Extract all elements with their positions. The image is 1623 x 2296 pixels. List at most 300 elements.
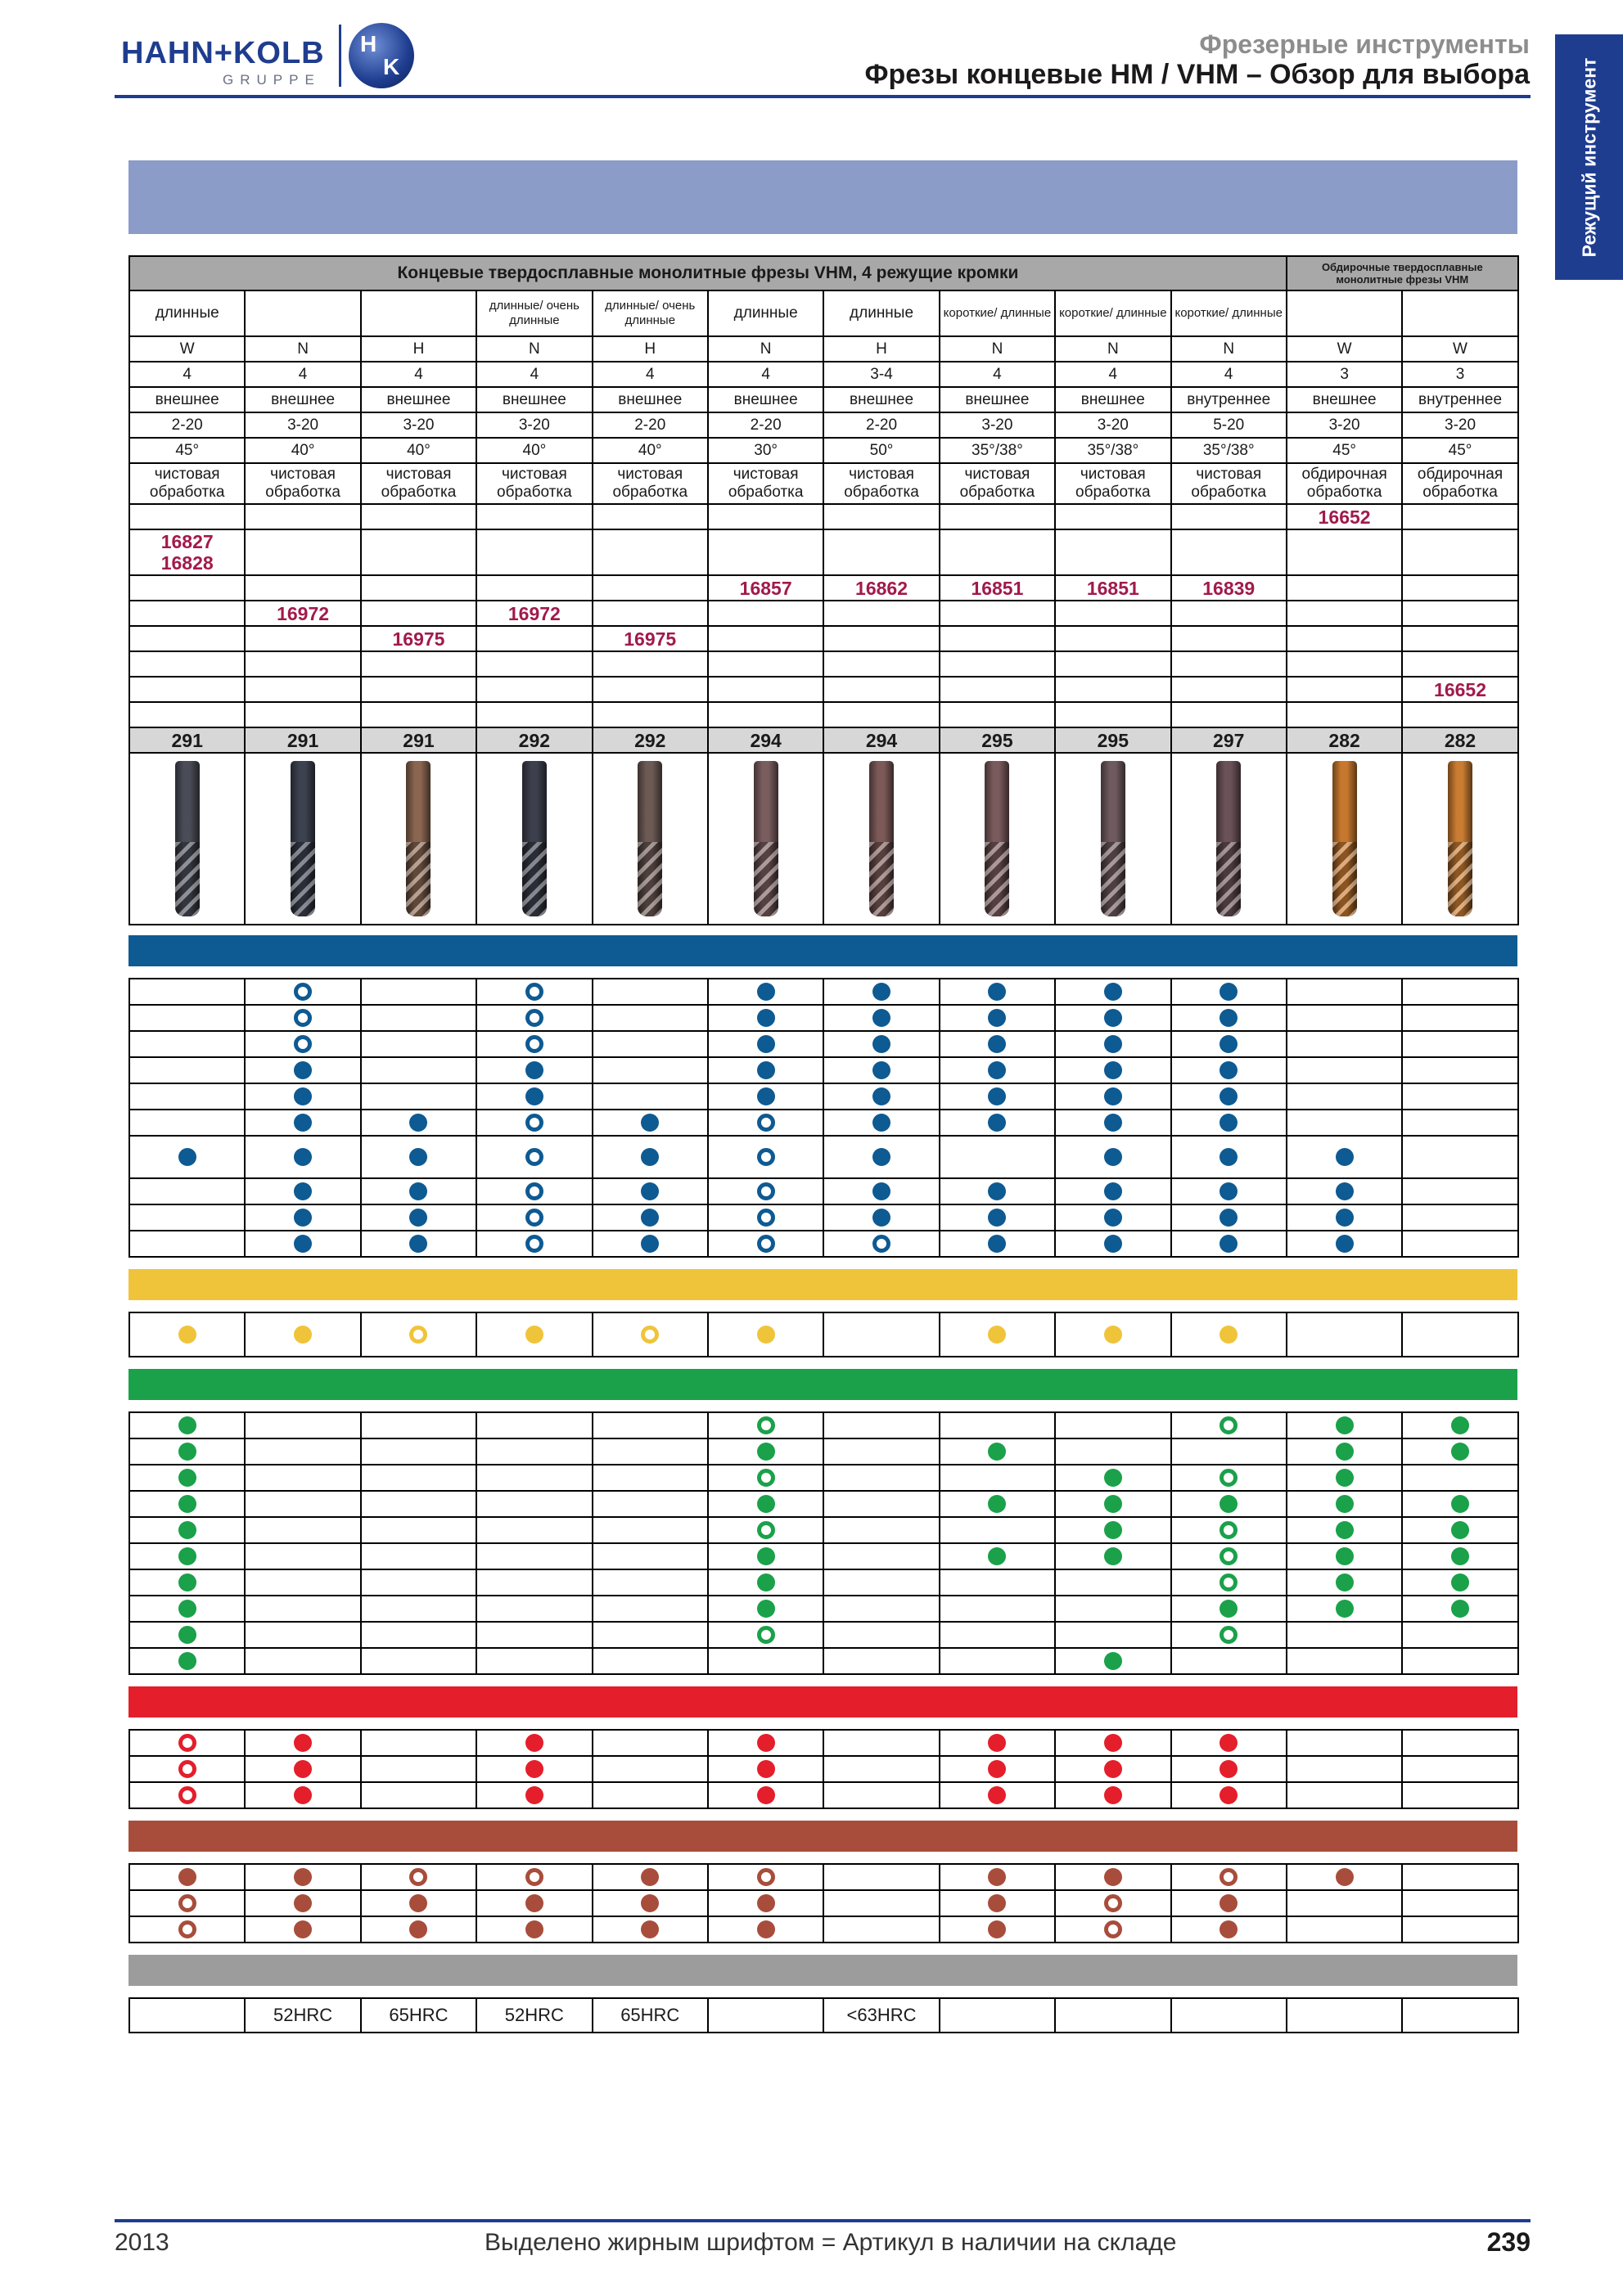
suitability-cell [823, 1890, 939, 1916]
spec-cell: 3-20 [1287, 412, 1402, 438]
suitable-filled-dot-icon [757, 1495, 775, 1513]
suitable-filled-dot-icon [409, 1182, 427, 1200]
suitable-filled-dot-icon [1220, 1734, 1238, 1752]
suitability-cell [1171, 1648, 1287, 1674]
suitability-cell [361, 1204, 476, 1231]
suitability-cell [1171, 1622, 1287, 1648]
suitable-filled-dot-icon [294, 1114, 312, 1132]
suitability-cell [1402, 1412, 1517, 1438]
product-overview-table [128, 255, 1519, 925]
suitability-row [129, 1782, 1518, 1808]
section-banner [128, 160, 1517, 234]
spec-cell: N [476, 336, 592, 362]
suitable-filled-dot-icon [1104, 1521, 1122, 1539]
suitability-cell [593, 1543, 708, 1569]
article-number: 16652 [1402, 677, 1517, 702]
suitable-filled-dot-icon [525, 1760, 543, 1778]
suitable-filled-dot-icon [988, 1061, 1006, 1079]
article-number [1402, 601, 1517, 626]
suitable-filled-dot-icon [988, 1182, 1006, 1200]
article-number [1171, 529, 1287, 575]
suitability-cell [823, 1005, 939, 1031]
article-number [1287, 575, 1402, 601]
hardness-table [128, 1997, 1519, 2033]
suitability-cell [1402, 1005, 1517, 1031]
suitability-cell [1287, 1756, 1402, 1782]
suitability-cell [476, 1465, 592, 1491]
suitable-filled-dot-icon [525, 1786, 543, 1804]
conditionally-suitable-open-dot-icon [178, 1894, 196, 1912]
suitability-cell [129, 1782, 245, 1808]
suitability-cell [593, 1110, 708, 1136]
suitability-cell [823, 1465, 939, 1491]
suitability-cell [1055, 1569, 1170, 1596]
end-mill-icon [175, 761, 200, 916]
article-number [361, 677, 476, 702]
suitability-cell [129, 1517, 245, 1543]
suitability-cell [1287, 1136, 1402, 1178]
suitable-filled-dot-icon [988, 1894, 1006, 1912]
page-category: Фрезерные инструменты [1199, 29, 1530, 59]
article-number [1171, 651, 1287, 677]
article-number [823, 677, 939, 702]
suitable-filled-dot-icon [872, 1148, 890, 1166]
suitable-filled-dot-icon [1220, 1495, 1238, 1513]
spec-cell: чистовая обработка [245, 463, 360, 504]
suitable-filled-dot-icon [1336, 1868, 1354, 1886]
material-group-band [128, 1955, 1517, 1986]
article-number [708, 601, 823, 626]
suitable-filled-dot-icon [178, 1652, 196, 1670]
suitability-cell [593, 1916, 708, 1943]
suitable-filled-dot-icon [178, 1148, 196, 1166]
suitability-cell [476, 1569, 592, 1596]
suitability-cell [1055, 1204, 1170, 1231]
suitability-row [129, 1312, 1518, 1357]
hardness-limit [1402, 1998, 1517, 2033]
suitable-filled-dot-icon [1104, 1035, 1122, 1053]
suitable-filled-dot-icon [1220, 1087, 1238, 1105]
end-mill-icon [869, 761, 894, 916]
hardness-limit: 52HRC [476, 1998, 592, 2033]
suitable-filled-dot-icon [988, 983, 1006, 1001]
suitability-cell [708, 1890, 823, 1916]
suitability-cell [129, 1622, 245, 1648]
suitability-row [129, 1491, 1518, 1517]
suitability-row [129, 1136, 1518, 1178]
suitability-cell [708, 1438, 823, 1465]
suitability-cell [940, 1622, 1055, 1648]
suitability-cell [361, 1491, 476, 1517]
suitability-cell [129, 1204, 245, 1231]
tool-image-cell [593, 753, 708, 925]
spec-cell: N [1171, 336, 1287, 362]
spec-cell: 35°/38° [1171, 438, 1287, 463]
suitability-cell [593, 1005, 708, 1031]
spec-cell: внешнее [129, 387, 245, 412]
suitability-cell [361, 1782, 476, 1808]
spec-cell: 2-20 [823, 412, 939, 438]
suitable-filled-dot-icon [757, 983, 775, 1001]
suitability-row [129, 1756, 1518, 1782]
suitability-cell [245, 1756, 360, 1782]
suitability-row [129, 1465, 1518, 1491]
article-number [1402, 504, 1517, 529]
suitability-cell [361, 1890, 476, 1916]
suitability-cell [823, 1438, 939, 1465]
suitable-filled-dot-icon [409, 1920, 427, 1938]
end-mill-icon [291, 761, 315, 916]
article-number [476, 626, 592, 651]
suitable-filled-dot-icon [757, 1087, 775, 1105]
suitability-cell [361, 1517, 476, 1543]
suitable-filled-dot-icon [525, 1894, 543, 1912]
catalog-page-ref: 294 [708, 727, 823, 753]
spec-cell: внешнее [245, 387, 360, 412]
article-number [1287, 529, 1402, 575]
article-number [593, 601, 708, 626]
article-number [1402, 651, 1517, 677]
suitability-cell [129, 1756, 245, 1782]
article-number [940, 677, 1055, 702]
suitability-cell [708, 1110, 823, 1136]
suitability-cell [476, 1083, 592, 1110]
catalog-page-ref: 297 [1171, 727, 1287, 753]
suitable-filled-dot-icon [178, 1547, 196, 1565]
suitability-cell [361, 1083, 476, 1110]
spec-cell: 3-20 [940, 412, 1055, 438]
article-number: 16972 [245, 601, 360, 626]
hardness-limit: 52HRC [245, 1998, 360, 2033]
suitable-filled-dot-icon [525, 1061, 543, 1079]
suitability-cell [593, 1782, 708, 1808]
suitability-cell [940, 1916, 1055, 1943]
spec-cell: 45° [1402, 438, 1517, 463]
suitability-cell [823, 1057, 939, 1083]
suitability-cell [1171, 1782, 1287, 1808]
suitability-cell [129, 1083, 245, 1110]
suitable-filled-dot-icon [178, 1443, 196, 1461]
spec-cell: длинные [129, 290, 245, 336]
conditionally-suitable-open-dot-icon [178, 1734, 196, 1752]
suitability-cell [1402, 1057, 1517, 1083]
suitability-table [128, 1863, 1519, 1943]
suitability-cell [708, 1622, 823, 1648]
article-row [129, 677, 1518, 702]
suitability-cell [1287, 1231, 1402, 1257]
suitability-row [129, 1517, 1518, 1543]
article-number [940, 626, 1055, 651]
group-header-row [129, 256, 1518, 290]
tool-image-cell [823, 753, 939, 925]
suitable-filled-dot-icon [1336, 1521, 1354, 1539]
suitability-cell [245, 1916, 360, 1943]
suitable-filled-dot-icon [1451, 1600, 1469, 1618]
spec-cell: чистовая обработка [940, 463, 1055, 504]
suitability-cell [593, 1231, 708, 1257]
hardness-limit: <63HRC [823, 1998, 939, 2033]
hardness-limit [129, 1998, 245, 2033]
conditionally-suitable-open-dot-icon [525, 1235, 543, 1253]
suitability-cell [1402, 979, 1517, 1005]
suitability-cell [476, 1204, 592, 1231]
suitable-filled-dot-icon [294, 1061, 312, 1079]
material-group-band [128, 1269, 1517, 1300]
suitability-cell [1287, 979, 1402, 1005]
suitability-cell [361, 1916, 476, 1943]
conditionally-suitable-open-dot-icon [525, 1148, 543, 1166]
article-row [129, 601, 1518, 626]
spec-cell: 4 [129, 362, 245, 387]
suitable-filled-dot-icon [1220, 1209, 1238, 1227]
suitability-cell [129, 1864, 245, 1890]
article-number [361, 651, 476, 677]
spec-cell: 4 [245, 362, 360, 387]
suitable-filled-dot-icon [641, 1235, 659, 1253]
suitable-filled-dot-icon [988, 1734, 1006, 1752]
tool-image-cell [1055, 753, 1170, 925]
suitability-cell [823, 1312, 939, 1357]
suitability-cell [1402, 1730, 1517, 1756]
catalog-page-ref: 291 [361, 727, 476, 753]
footer-year: 2013 [115, 2229, 169, 2256]
suitable-filled-dot-icon [872, 1209, 890, 1227]
suitability-cell [1287, 1312, 1402, 1357]
suitability-cell [129, 1491, 245, 1517]
suitable-filled-dot-icon [178, 1469, 196, 1487]
spec-cell: чистовая обработка [823, 463, 939, 504]
suitability-cell [1287, 1178, 1402, 1204]
suitability-cell [245, 1231, 360, 1257]
footer-legend: Выделено жирным шрифтом = Артикул в наличии на складе [485, 2229, 1177, 2256]
suitability-cell [1055, 1864, 1170, 1890]
hardness-limit: 65HRC [361, 1998, 476, 2033]
catalog-page-ref: 282 [1287, 727, 1402, 753]
suitability-cell [245, 1864, 360, 1890]
suitability-cell [1055, 979, 1170, 1005]
suitable-filled-dot-icon [1104, 1734, 1122, 1752]
suitable-filled-dot-icon [1451, 1521, 1469, 1539]
suitability-cell [476, 1648, 592, 1674]
article-number [1055, 677, 1170, 702]
suitability-cell [823, 1204, 939, 1231]
suitable-filled-dot-icon [409, 1114, 427, 1132]
article-number [1171, 601, 1287, 626]
conditionally-suitable-open-dot-icon [757, 1235, 775, 1253]
article-row [129, 575, 1518, 601]
article-number [476, 504, 592, 529]
spec-row [129, 412, 1518, 438]
spec-cell: 40° [245, 438, 360, 463]
suitability-cell [940, 1864, 1055, 1890]
suitability-cell [1055, 1890, 1170, 1916]
suitability-cell [593, 1491, 708, 1517]
conditionally-suitable-open-dot-icon [757, 1521, 775, 1539]
suitability-row [129, 1569, 1518, 1596]
hahn-kolb-logo [121, 21, 416, 90]
suitability-table [128, 1729, 1519, 1809]
suitable-filled-dot-icon [641, 1114, 659, 1132]
suitability-cell [129, 1412, 245, 1438]
suitability-cell [245, 1005, 360, 1031]
suitable-filled-dot-icon [178, 1626, 196, 1644]
suitable-filled-dot-icon [178, 1868, 196, 1886]
suitable-filled-dot-icon [1336, 1547, 1354, 1565]
suitability-cell [1402, 1031, 1517, 1057]
article-number [476, 575, 592, 601]
article-number [1171, 504, 1287, 529]
suitable-filled-dot-icon [178, 1573, 196, 1591]
article-number [129, 651, 245, 677]
suitability-cell [1171, 979, 1287, 1005]
spec-cell: внешнее [1287, 387, 1402, 412]
hardness-row [129, 1998, 1518, 2033]
article-number [1055, 626, 1170, 651]
spec-cell [1402, 290, 1517, 336]
spec-cell: 3-20 [1402, 412, 1517, 438]
suitability-cell [593, 1890, 708, 1916]
suitability-cell [1402, 1231, 1517, 1257]
suitable-filled-dot-icon [641, 1209, 659, 1227]
suitability-cell [1402, 1569, 1517, 1596]
suitability-cell [245, 1648, 360, 1674]
suitability-cell [940, 1543, 1055, 1569]
article-number: 16862 [823, 575, 939, 601]
suitable-filled-dot-icon [757, 1326, 775, 1344]
spec-cell: внешнее [823, 387, 939, 412]
tool-image-cell [940, 753, 1055, 925]
article-number [1287, 626, 1402, 651]
suitable-filled-dot-icon [988, 1087, 1006, 1105]
suitability-row [129, 1412, 1518, 1438]
article-number: 16827 16828 [129, 529, 245, 575]
suitable-filled-dot-icon [988, 1326, 1006, 1344]
suitability-cell [1055, 1412, 1170, 1438]
suitability-cell [708, 1491, 823, 1517]
article-number [1287, 651, 1402, 677]
spec-cell: 4 [593, 362, 708, 387]
suitability-row [129, 979, 1518, 1005]
suitability-cell [1171, 1312, 1287, 1357]
suitable-filled-dot-icon [1336, 1235, 1354, 1253]
suitability-cell [129, 979, 245, 1005]
suitability-cell [476, 1543, 592, 1569]
suitable-filled-dot-icon [1104, 1326, 1122, 1344]
suitability-cell [1402, 1648, 1517, 1674]
suitability-cell [940, 1890, 1055, 1916]
suitability-cell [245, 1031, 360, 1057]
suitable-filled-dot-icon [641, 1148, 659, 1166]
suitability-cell [361, 1438, 476, 1465]
page-title: Фрезы концевые HM / VHM – Обзор для выбора [864, 59, 1530, 90]
suitability-cell [1171, 1465, 1287, 1491]
suitability-cell [708, 979, 823, 1005]
conditionally-suitable-open-dot-icon [525, 1035, 543, 1053]
conditionally-suitable-open-dot-icon [757, 1416, 775, 1434]
suitability-cell [476, 1756, 592, 1782]
suitability-cell [940, 979, 1055, 1005]
suitability-cell [476, 979, 592, 1005]
end-mill-icon [1101, 761, 1125, 916]
suitability-cell [1055, 1517, 1170, 1543]
suitability-row [129, 1110, 1518, 1136]
tool-image-cell [245, 753, 360, 925]
suitable-filled-dot-icon [757, 1786, 775, 1804]
article-row [129, 651, 1518, 677]
suitability-cell [1287, 1517, 1402, 1543]
suitability-cell [1055, 1136, 1170, 1178]
suitability-cell [1287, 1569, 1402, 1596]
conditionally-suitable-open-dot-icon [757, 1626, 775, 1644]
suitable-filled-dot-icon [1220, 1600, 1238, 1618]
suitability-row [129, 1596, 1518, 1622]
spec-cell: 3-20 [1055, 412, 1170, 438]
suitability-cell [823, 1491, 939, 1517]
spec-row [129, 438, 1518, 463]
suitability-cell [129, 1110, 245, 1136]
suitability-cell [245, 1890, 360, 1916]
suitability-cell [1287, 1438, 1402, 1465]
suitable-filled-dot-icon [988, 1209, 1006, 1227]
suitability-cell [1055, 1782, 1170, 1808]
conditionally-suitable-open-dot-icon [1220, 1521, 1238, 1539]
suitable-filled-dot-icon [294, 1087, 312, 1105]
article-number [476, 651, 592, 677]
suitability-cell [361, 1465, 476, 1491]
suitable-filled-dot-icon [294, 1148, 312, 1166]
spec-cell: 5-20 [1171, 412, 1287, 438]
article-number [593, 504, 708, 529]
end-mill-icon [1216, 761, 1241, 916]
article-number [1287, 702, 1402, 727]
suitability-row [129, 1916, 1518, 1943]
suitability-cell [1402, 1782, 1517, 1808]
hardness-limit: 65HRC [593, 1998, 708, 2033]
suitable-filled-dot-icon [178, 1495, 196, 1513]
spec-cell [1287, 290, 1402, 336]
conditionally-suitable-open-dot-icon [525, 1209, 543, 1227]
suitability-cell [1287, 1916, 1402, 1943]
suitability-cell [823, 979, 939, 1005]
suitable-filled-dot-icon [872, 1114, 890, 1132]
suitable-filled-dot-icon [988, 1786, 1006, 1804]
suitability-cell [245, 1782, 360, 1808]
suitability-cell [708, 1412, 823, 1438]
conditionally-suitable-open-dot-icon [178, 1760, 196, 1778]
suitability-cell [1171, 1730, 1287, 1756]
suitability-cell [593, 1136, 708, 1178]
spec-cell: H [823, 336, 939, 362]
suitable-filled-dot-icon [1104, 1652, 1122, 1670]
suitability-cell [1402, 1083, 1517, 1110]
suitability-cell [1402, 1491, 1517, 1517]
article-number [129, 677, 245, 702]
article-number [940, 529, 1055, 575]
article-number [245, 626, 360, 651]
suitable-filled-dot-icon [757, 1760, 775, 1778]
suitability-cell [361, 1622, 476, 1648]
suitability-cell [1402, 1596, 1517, 1622]
suitability-cell [708, 1204, 823, 1231]
suitability-cell [476, 1730, 592, 1756]
spec-cell [245, 290, 360, 336]
suitable-filled-dot-icon [294, 1182, 312, 1200]
suitability-cell [1055, 1110, 1170, 1136]
suitability-cell [245, 1438, 360, 1465]
suitable-filled-dot-icon [872, 983, 890, 1001]
suitability-cell [1287, 1031, 1402, 1057]
suitable-filled-dot-icon [1220, 1760, 1238, 1778]
